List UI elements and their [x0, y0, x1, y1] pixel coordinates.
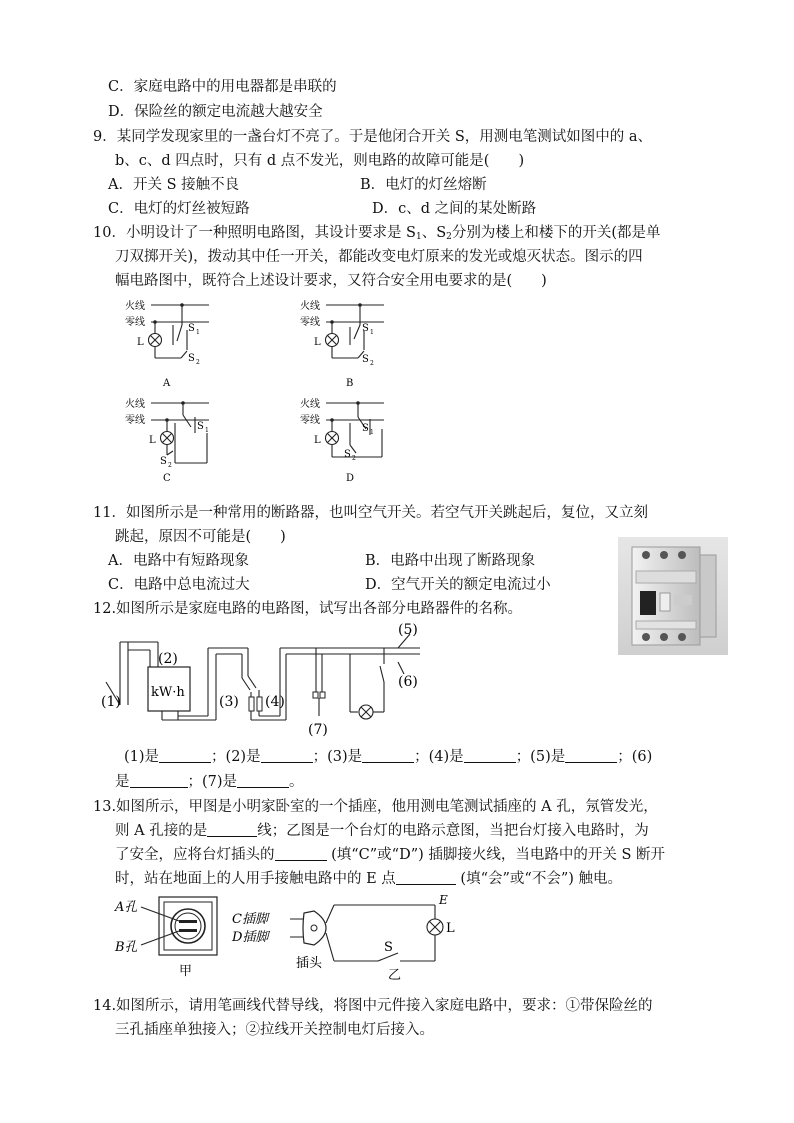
svg-text:插头: 插头 — [296, 956, 323, 971]
svg-text:甲: 甲 — [179, 964, 193, 979]
svg-text:(7): (7) — [308, 722, 328, 738]
circuit-diagram-a — [125, 299, 209, 389]
svg-text:2: 2 — [168, 462, 172, 469]
svg-text:A: A — [163, 378, 171, 389]
q9-stem-line1: 9．某同学发现家里的一盏台灯不亮了。于是他闭合开关 S，用测电笔测试如图中的 a、 — [93, 129, 653, 145]
circuit-diagram-b — [300, 299, 384, 389]
q11-stem-line1: 11．如图所示是一种常用的断路器，也叫空气开关。若空气开关跳起后，复位，又立刻 — [93, 505, 648, 521]
q12-stem: 12.如图所示是家庭电路的电路图，试写出各部分电路器件的名称。 — [93, 601, 523, 617]
q8-option-c: C．家庭电路中的用电器都是串联的 — [108, 79, 337, 95]
svg-text:(1): (1) — [101, 694, 121, 710]
svg-text:乙: 乙 — [388, 968, 402, 983]
q13-stem-line3: 了安全，应将台灯插头的 (填“C”或“D”) 插脚接火线，当电路中的开关 S 断开 — [115, 847, 666, 863]
svg-text:1: 1 — [370, 429, 374, 436]
svg-text:1: 1 — [205, 427, 209, 434]
svg-text:火线: 火线 — [300, 399, 320, 410]
svg-text:C插脚: C插脚 — [232, 912, 268, 927]
q9-option-a: A．开关 S 接触不良 — [108, 177, 240, 193]
q9-option-b: B．电灯的灯丝熔断 — [360, 177, 487, 193]
svg-text:L: L — [137, 337, 144, 348]
svg-text:火线: 火线 — [125, 399, 145, 410]
circuit-diagram-c — [125, 397, 209, 484]
svg-text:S: S — [197, 421, 204, 432]
q13-stem-line4: 时，站在地面上的人用手接触电路中的 E 点 (填“会”或“不会”) 触电。 — [115, 871, 622, 887]
q12-answer-line1: (1)是 ；(2)是 ；(3)是 ；(4)是 ；(5)是 ；(6) — [124, 749, 653, 765]
svg-text:L: L — [446, 921, 455, 936]
q10-circuit-diagrams — [0, 295, 794, 495]
q13-stem-line2: 则 A 孔接的是 线；乙图是一个台灯的电路示意图，当把台灯接入电路时，为 — [115, 823, 649, 839]
svg-text:1: 1 — [196, 329, 200, 336]
svg-text:2: 2 — [196, 359, 200, 366]
q13-stem-line1: 13.如图所示，甲图是小明家卧室的一个插座，他用测电笔测试插座的 A 孔，氖管发光， — [93, 799, 658, 815]
svg-text:零线: 零线 — [300, 415, 320, 426]
q8-option-d: D．保险丝的额定电流越大越安全 — [108, 104, 323, 120]
svg-text:L: L — [149, 435, 156, 446]
q11-option-b: B．电路中出现了断路现象 — [365, 553, 536, 569]
svg-text:B: B — [346, 378, 354, 389]
svg-text:S: S — [344, 449, 351, 460]
svg-text:S: S — [362, 423, 369, 434]
q14-stem-line1: 14.如图所示，请用笔画线代替导线，将图中元件接入家庭电路中，要求：①带保险丝的 — [93, 998, 653, 1014]
q10-stem-line1: 10．小明设计了一种照明电路图，其设计要求是 $S_1$、$S_2$分别为楼上和楼下的开关(都是单 — [93, 225, 661, 242]
svg-text:A孔: A孔 — [115, 900, 138, 915]
q11-option-c: C．电路中总电流过大 — [108, 577, 250, 593]
q11-option-a: A．电路中有短路现象 — [108, 553, 249, 569]
svg-text:S: S — [384, 940, 393, 955]
svg-text:(6): (6) — [398, 674, 418, 690]
svg-text:S: S — [188, 353, 195, 364]
q9-stem-line2: b、c、d 四点时，只有 d 点不发光，则电路的故障可能是( ) — [115, 153, 525, 169]
q12-answer-line2: 是 ；(7)是 。 — [115, 774, 304, 790]
svg-text:火线: 火线 — [300, 301, 320, 312]
circuit-breaker-photo — [618, 537, 728, 655]
svg-text:零线: 零线 — [125, 415, 145, 426]
svg-text:C: C — [163, 473, 171, 484]
svg-text:(4): (4) — [265, 694, 285, 710]
svg-text:E: E — [439, 893, 448, 907]
q10-stem-line2: 刀双掷开关)，拨动其中任一开关，都能改变电灯原来的发光或熄灭状态。图示的四 — [115, 249, 643, 265]
svg-text:L: L — [314, 435, 321, 446]
svg-text:S: S — [188, 323, 195, 334]
svg-text:(5): (5) — [398, 622, 418, 638]
svg-text:(3): (3) — [219, 694, 239, 710]
svg-text:D: D — [346, 473, 355, 484]
svg-text:(2): (2) — [158, 651, 178, 667]
q10-stem-line3: 幅电路图中，既符合上述设计要求，又符合安全用电要求的是( ) — [115, 273, 547, 289]
svg-text:火线: 火线 — [125, 301, 145, 312]
circuit-diagram-d — [300, 397, 384, 484]
svg-text:S: S — [160, 456, 167, 467]
svg-text:B孔: B孔 — [115, 940, 138, 955]
svg-text:2: 2 — [352, 455, 356, 462]
q13-figure-jia-socket — [115, 893, 225, 983]
svg-text:S: S — [362, 323, 369, 334]
q11-option-d: D．空气开关的额定电流过小 — [365, 577, 551, 593]
q14-stem-line2: 三孔插座单独接入；②拉线开关控制电灯后接入。 — [115, 1022, 434, 1038]
svg-text:D插脚: D插脚 — [232, 930, 269, 945]
svg-text:零线: 零线 — [300, 317, 320, 328]
svg-text:1: 1 — [370, 329, 374, 336]
svg-text:零线: 零线 — [125, 317, 145, 328]
svg-text:S: S — [362, 354, 369, 365]
q13-figure-yi-lamp-circuit — [230, 893, 460, 983]
q9-option-d: D．c、d 之间的某处断路 — [372, 201, 537, 217]
svg-text:2: 2 — [370, 360, 374, 367]
svg-text:kW·h: kW·h — [151, 685, 185, 700]
q11-stem-line2: 跳起，原因不可能是( ) — [115, 529, 286, 545]
svg-text:L: L — [314, 337, 321, 348]
q12-home-circuit-diagram — [98, 620, 428, 740]
q9-option-c: C．电灯的灯丝被短路 — [108, 201, 250, 217]
